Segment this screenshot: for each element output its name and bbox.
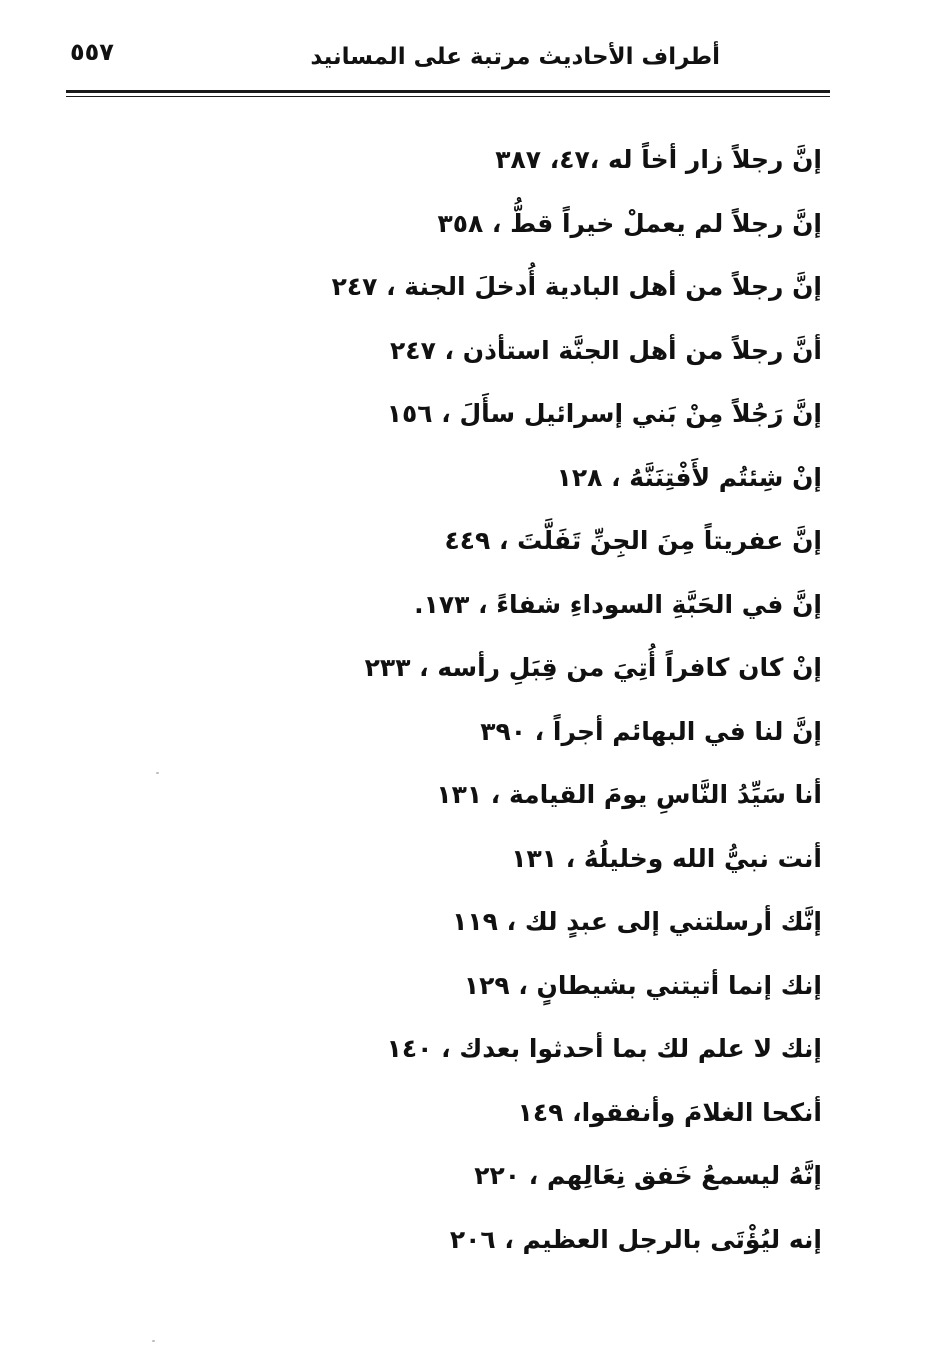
index-entry: أنت نبيُّ الله وخليلُهُ ، ١٣١ xyxy=(511,843,822,873)
index-entry: أنا سَيِّدُ النَّاسِ يومَ القيامة ، ١٣١ xyxy=(436,780,822,809)
index-entry: إنَّك أرسلتني إلى عبدٍ لك ، ١١٩ xyxy=(452,907,822,936)
index-entry: أنَّ رجلاً من أهل الجنَّة استأذن ، ٢٤٧ xyxy=(390,335,822,365)
scan-speck xyxy=(152,1340,155,1342)
index-entry: إنَّ رجلاً زار أخاً له ،٤٧، ٣٨٧ xyxy=(495,145,822,174)
index-entry: إنَّ رجلاً من أهل البادية أُدخلَ الجنة ، ٢٤٧ xyxy=(331,272,822,301)
index-entry: إنْ كان كافراً أُتِيَ من قِبَلِ رأسه ، ٢٣٣ xyxy=(364,653,822,682)
index-entry: إنَّ لنا في البهائم أجراً ، ٣٩٠ xyxy=(480,716,822,746)
index-entry: إنَّ عفريتاً مِنَ الجِنِّ تَفَلَّتَ ، ٤٤٩ xyxy=(444,526,822,555)
header-rule-thick xyxy=(66,90,830,93)
index-entry: إنك لا علم لك بما أحدثوا بعدك ، ١٤٠ xyxy=(386,1034,822,1063)
index-entry: إنَّ رجلاً لم يعملْ خيراً قطُّ ، ٣٥٨ xyxy=(437,208,822,238)
index-entry: إنك إنما أتيتني بشيطانٍ ، ١٢٩ xyxy=(463,970,822,1000)
index-entry: إنَّهُ ليسمعُ خَفق نِعَالِهم ، ٢٢٠ xyxy=(474,1161,822,1190)
page-number: ٥٥٧ xyxy=(70,38,114,66)
index-entry: إنه ليُؤْتَى بالرجل العظيم ، ٢٠٦ xyxy=(449,1224,822,1254)
index-entry: إنَّ رَجُلاً مِنْ بَني إسرائيل سأَلَ ، ١٥٦ xyxy=(386,399,822,428)
scan-speck xyxy=(156,772,159,774)
index-entry: إنْ شِئتُم لأَفْتِنَنَّهُ ، ١٢٨ xyxy=(556,462,822,492)
index-entry: أنكحا الغلامَ وأنفقوا، ١٤٩ xyxy=(517,1097,822,1127)
header-rule-thin xyxy=(66,96,830,97)
hadith-index-list xyxy=(302,138,822,1281)
running-title: أطراف الأحاديث مرتبة على المسانيد xyxy=(310,44,720,70)
index-entry: إنَّ في الحَبَّةِ السوداءِ شفاءً ، ١٧٣. xyxy=(414,589,822,619)
page-header xyxy=(66,30,830,90)
